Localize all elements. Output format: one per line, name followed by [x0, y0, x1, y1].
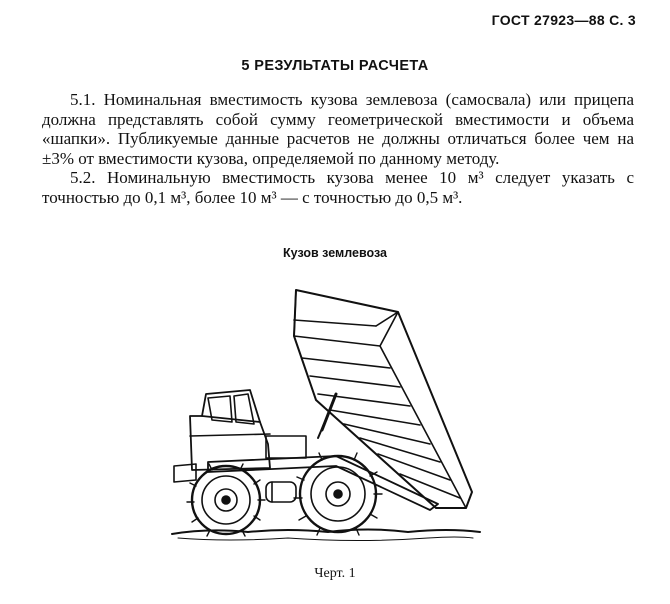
figure-caption: Черт. 1 — [314, 566, 356, 581]
rear-wheel — [294, 453, 382, 535]
body-text — [42, 90, 634, 207]
paragraph-5-1: 5.1. Номинальная вместимость кузова землевоза (самосвала) или прицепа должна представлять собой сумму геометрической вместимости и объема «шапки». Публикуемые данные расчетов не должны отличаться более чем на ±3% от вместимости кузова, определяемой по данному методу. — [42, 90, 634, 168]
figure-title: Кузов землевоза — [283, 246, 387, 260]
document-reference: ГОСТ 27923—88 С. 3 — [491, 12, 636, 28]
paragraph-5-2: 5.2. Номинальную вместимость кузова менее 10 м³ следует указать с точностью до 0,1 м³, более 10 м³ — с точностью до 0,5 м³. — [42, 168, 634, 207]
section-title: 5 РЕЗУЛЬТАТЫ РАСЧЕТА — [241, 58, 429, 74]
dump-body — [294, 290, 472, 508]
dump-truck-illustration — [168, 276, 498, 557]
front-wheel — [187, 464, 265, 536]
